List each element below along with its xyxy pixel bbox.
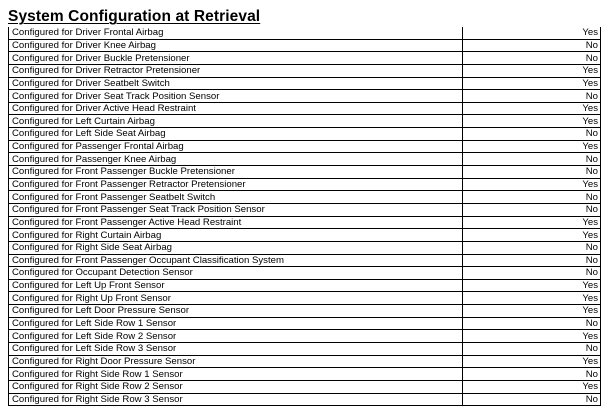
row-value: No xyxy=(463,368,601,381)
row-value: No xyxy=(463,203,601,216)
row-label: Configured for Front Passenger Seatbelt Switch xyxy=(9,191,463,204)
row-value: No xyxy=(463,166,601,179)
table-row xyxy=(9,90,601,103)
row-label: Configured for Passenger Knee Airbag xyxy=(9,153,463,166)
row-label: Configured for Passenger Frontal Airbag xyxy=(9,140,463,153)
row-label: Configured for Occupant Detection Sensor xyxy=(9,267,463,280)
table-row xyxy=(9,64,601,77)
row-value: Yes xyxy=(463,115,601,128)
table-row xyxy=(9,330,601,343)
row-label: Configured for Right Up Front Sensor xyxy=(9,292,463,305)
table-row xyxy=(9,241,601,254)
row-label: Configured for Driver Knee Airbag xyxy=(9,39,463,52)
row-label: Configured for Right Side Seat Airbag xyxy=(9,241,463,254)
row-label: Configured for Front Passenger Occupant Classification System xyxy=(9,254,463,267)
row-label: Configured for Right Side Row 1 Sensor xyxy=(9,368,463,381)
row-label: Configured for Left Up Front Sensor xyxy=(9,279,463,292)
row-value: Yes xyxy=(463,178,601,191)
row-value: Yes xyxy=(463,229,601,242)
configuration-table-body xyxy=(9,27,601,406)
row-label: Configured for Driver Retractor Pretensioner xyxy=(9,64,463,77)
table-row xyxy=(9,128,601,141)
row-label: Configured for Right Side Row 3 Sensor xyxy=(9,393,463,406)
row-label: Configured for Front Passenger Retractor Pretensioner xyxy=(9,178,463,191)
table-row xyxy=(9,153,601,166)
row-label: Configured for Right Door Pressure Sensor xyxy=(9,355,463,368)
table-row xyxy=(9,166,601,179)
table-row xyxy=(9,229,601,242)
row-value: Yes xyxy=(463,64,601,77)
table-row xyxy=(9,368,601,381)
row-value: No xyxy=(463,267,601,280)
row-value: No xyxy=(463,317,601,330)
table-row xyxy=(9,216,601,229)
table-row xyxy=(9,27,601,39)
row-value: No xyxy=(463,241,601,254)
row-label: Configured for Right Curtain Airbag xyxy=(9,229,463,242)
table-row xyxy=(9,77,601,90)
table-row xyxy=(9,254,601,267)
table-row xyxy=(9,393,601,406)
row-value: Yes xyxy=(463,27,601,39)
table-row xyxy=(9,39,601,52)
row-value: No xyxy=(463,343,601,356)
table-row xyxy=(9,191,601,204)
row-label: Configured for Driver Seatbelt Switch xyxy=(9,77,463,90)
row-label: Configured for Driver Active Head Restraint xyxy=(9,102,463,115)
table-row xyxy=(9,279,601,292)
table-row xyxy=(9,380,601,393)
row-label: Configured for Driver Frontal Airbag xyxy=(9,27,463,39)
row-label: Configured for Left Curtain Airbag xyxy=(9,115,463,128)
row-value: Yes xyxy=(463,140,601,153)
table-row xyxy=(9,52,601,65)
row-label: Configured for Left Side Row 3 Sensor xyxy=(9,343,463,356)
row-label: Configured for Driver Seat Track Position Sensor xyxy=(9,90,463,103)
row-value: Yes xyxy=(463,279,601,292)
row-value: No xyxy=(463,254,601,267)
row-value: Yes xyxy=(463,305,601,318)
table-row xyxy=(9,102,601,115)
row-value: Yes xyxy=(463,292,601,305)
table-row xyxy=(9,267,601,280)
table-row xyxy=(9,178,601,191)
row-value: No xyxy=(463,153,601,166)
row-value: No xyxy=(463,90,601,103)
row-value: No xyxy=(463,52,601,65)
section-title: System Configuration at Retrieval xyxy=(8,8,261,25)
row-value: Yes xyxy=(463,77,601,90)
table-row xyxy=(9,317,601,330)
row-label: Configured for Left Side Row 1 Sensor xyxy=(9,317,463,330)
row-label: Configured for Left Side Seat Airbag xyxy=(9,128,463,141)
row-label: Configured for Front Passenger Buckle Pretensioner xyxy=(9,166,463,179)
table-row xyxy=(9,292,601,305)
configuration-table xyxy=(8,27,601,406)
row-value: Yes xyxy=(463,216,601,229)
row-label: Configured for Left Side Row 2 Sensor xyxy=(9,330,463,343)
table-row xyxy=(9,355,601,368)
row-value: No xyxy=(463,191,601,204)
table-row xyxy=(9,305,601,318)
table-row xyxy=(9,115,601,128)
row-label: Configured for Front Passenger Seat Track Position Sensor xyxy=(9,203,463,216)
row-label: Configured for Left Door Pressure Sensor xyxy=(9,305,463,318)
row-value: Yes xyxy=(463,102,601,115)
table-row xyxy=(9,343,601,356)
table-row xyxy=(9,140,601,153)
row-label: Configured for Driver Buckle Pretensioner xyxy=(9,52,463,65)
row-label: Configured for Front Passenger Active Head Restraint xyxy=(9,216,463,229)
row-value: Yes xyxy=(463,330,601,343)
row-value: Yes xyxy=(463,355,601,368)
row-label: Configured for Right Side Row 2 Sensor xyxy=(9,380,463,393)
table-row xyxy=(9,203,601,216)
row-value: No xyxy=(463,128,601,141)
row-value: No xyxy=(463,393,601,406)
row-value: Yes xyxy=(463,380,601,393)
row-value: No xyxy=(463,39,601,52)
